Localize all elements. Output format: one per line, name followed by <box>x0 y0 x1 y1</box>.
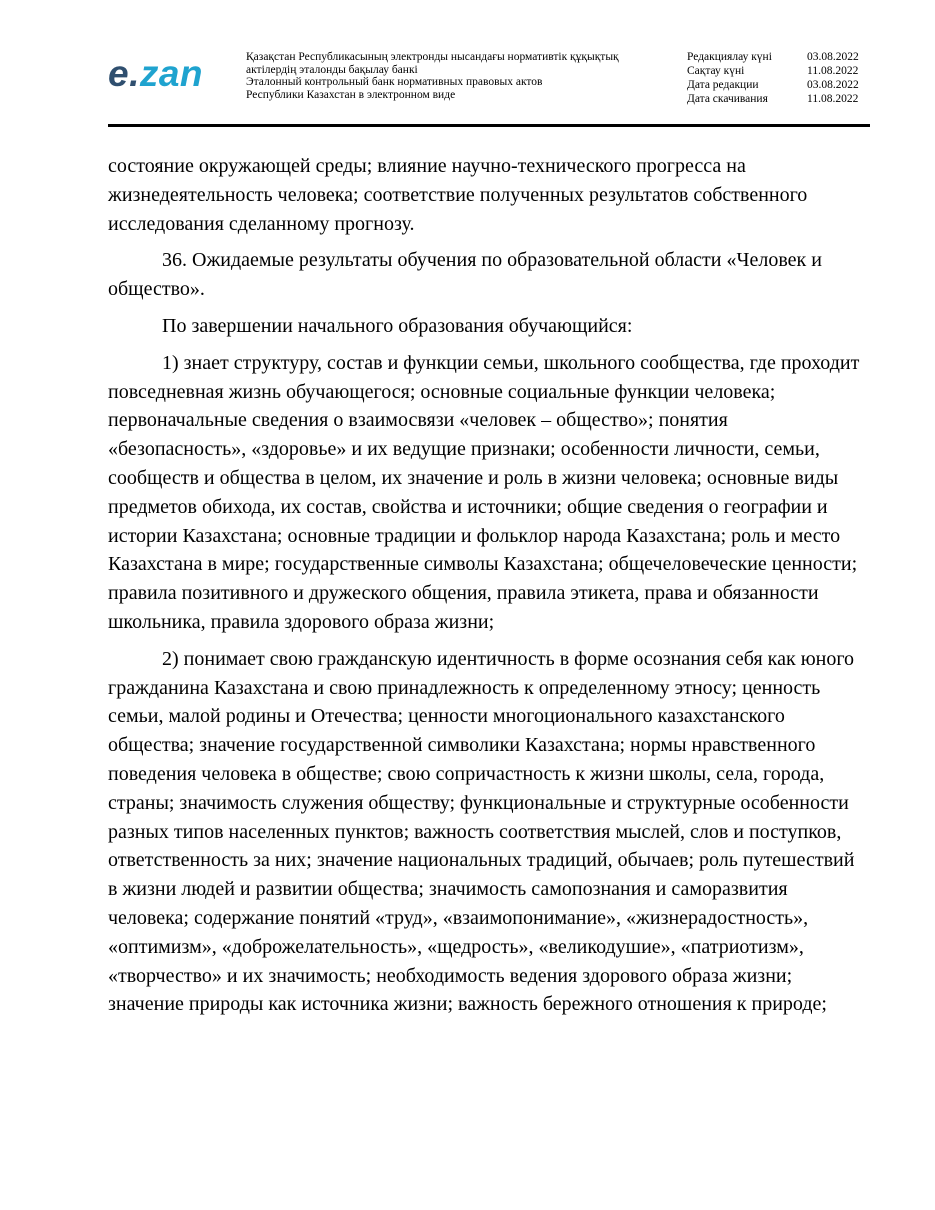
paragraph-item-1: 1) знает структуру, состав и функции семьи, школьного сообщества, где проходит повседневная жизнь обучающегося; основные социальные функции человека; первоначальные сведения о взаимосвязи «человек – общество»; понятия «безопасность», «здоровье» и их ведущие признаки; особенности личности, семьи, сообществ и общества в целом, их значение и роль в жизни человека; основные виды предметов обихода, их состав, свойства и источники; общие сведения о географии и истории Казахстана; основные традиции и фольклор народа Казахстана; роль и место Казахстана в мире; государственные символы Казахстана; общечеловеческие ценности; правила позитивного и дружеского общения, правила этикета, права и обязанности школьника, правила здорового образа жизни; <box>108 351 860 633</box>
ezan-logo <box>108 52 203 96</box>
date-row-download-ru <box>687 92 867 106</box>
date-value: 03.08.2022 <box>807 51 859 63</box>
document-header <box>0 0 935 130</box>
bank-line: Қазақстан Республикасының электронды нысандағы нормативтік құқықтық <box>246 51 619 63</box>
date-value: 11.08.2022 <box>807 65 859 77</box>
logo-part-e: e <box>108 53 130 94</box>
dates-table <box>687 50 867 106</box>
date-row-save-kz <box>687 64 867 78</box>
date-value: 11.08.2022 <box>807 93 859 105</box>
header-divider <box>108 124 870 127</box>
date-value: 03.08.2022 <box>807 79 859 91</box>
paragraph-item-2: 2) понимает свою гражданскую идентичность в форме осознания себя как юного гражданина Казахстана и свою принадлежность к определенному этносу; ценность семьи, малой родины и Отечества; ценности многоционального казахстанского общества; значение государственной символики Казахстана; нормы нравственного поведения человека в обществе; свою сопричастность к жизни школы, села, города, страны; значимость служения обществу; функциональные и структурные особенности разных типов населенных пунктов; важность соответствия мыслей, слов и поступков, ответственность за них; значение национальных традиций, обычаев; роль путешествий в жизни людей и развитии общества; значимость самопознания и саморазвития человека; содержание понятий «труд», «взаимопонимание», «жизнерадостность», «оптимизм», «доброжелательность», «щедрость», «великодушие», «патриотизм», «творчество» и их значимость; необходимость ведения здорового образа жизни; значение природы как источника жизни; важность бережного отношения к природе; <box>108 647 855 1016</box>
date-label: Сақтау күні <box>687 65 745 77</box>
bank-line: Эталонный контрольный банк нормативных правовых актов <box>246 76 543 88</box>
paragraph-continuation: состояние окружающей среды; влияние научно-технического прогресса на жизнедеятельность человека; соответствие полученных результатов собственного исследования сделанному прогнозу. <box>108 155 808 235</box>
logo-part-dot: . <box>129 53 140 94</box>
bank-description <box>246 51 619 101</box>
date-label: Редакциялау күні <box>687 51 772 63</box>
paragraph-36: 36. Ожидаемые результаты обучения по образовательной области «Человек и общество». <box>108 249 822 301</box>
document-body <box>108 152 868 1027</box>
paragraph-intro: По завершении начального образования обучающийся: <box>162 314 633 337</box>
logo-part-zan: zan <box>139 53 204 94</box>
date-label: Дата скачивания <box>687 93 768 105</box>
date-row-edit-ru <box>687 78 867 92</box>
bank-line: актілердің эталонды бақылау банкі <box>246 63 418 76</box>
bank-line: Республики Казахстан в электронном виде <box>246 88 456 101</box>
date-label: Дата редакции <box>687 79 759 91</box>
date-row-edit-kz <box>687 50 867 64</box>
